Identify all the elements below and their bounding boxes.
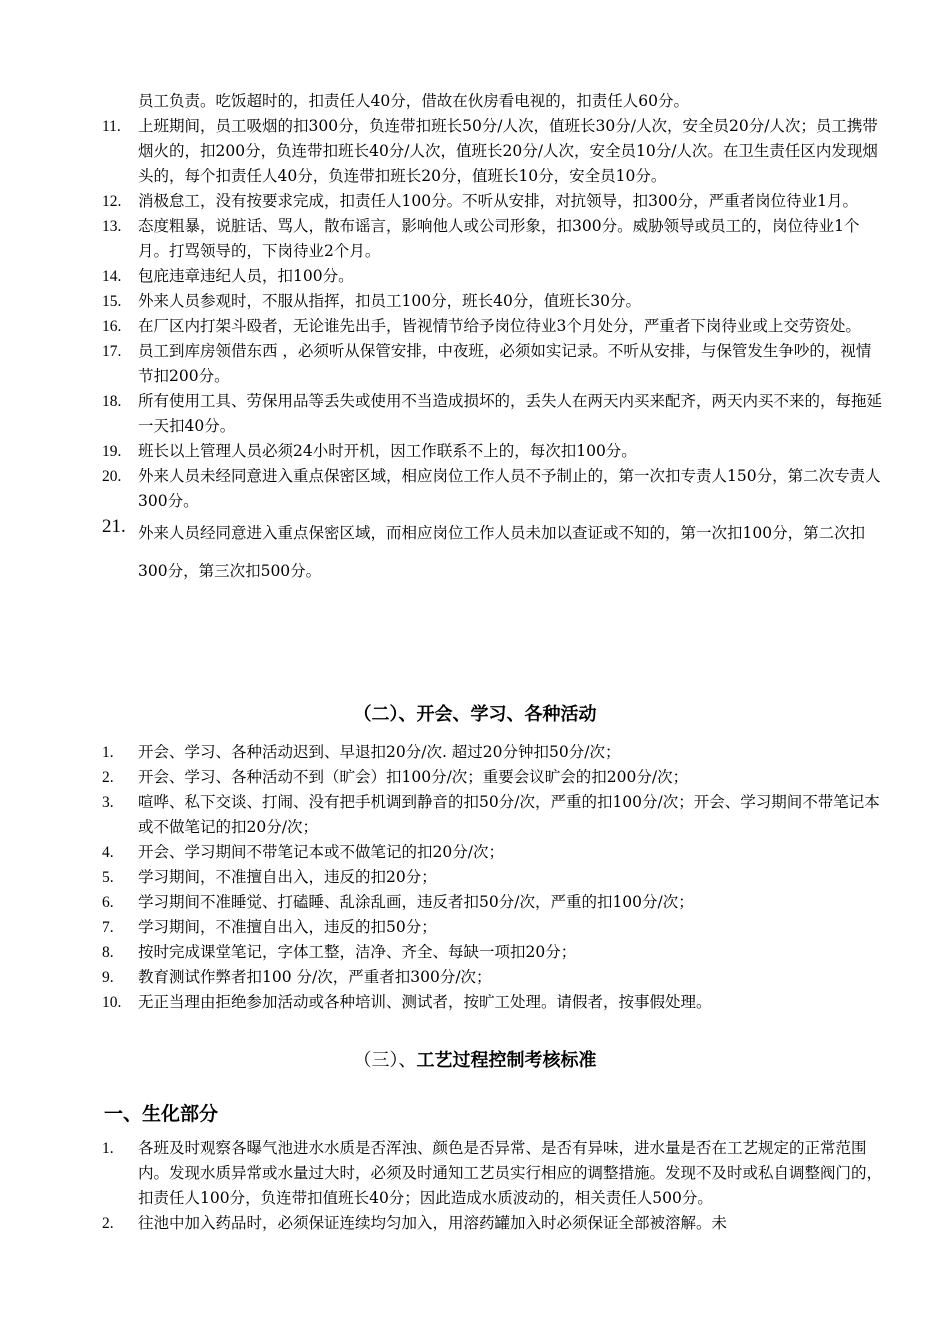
item-number: 1. — [102, 744, 114, 761]
list-item — [102, 189, 882, 214]
item-number: 11. — [102, 118, 121, 135]
item-text: 班长以上管理人员必须24小时开机，因工作联系不上的，每次扣100分。 — [138, 442, 637, 460]
item-text: 员工到库房领借东西 ，必须听从保管安排，中夜班，必须如实记录。不听从安排，与保管发生争吵的，视情节扣200分。 — [138, 342, 872, 385]
section-heading-main: 工艺过程控制考核标准 — [416, 1050, 597, 1071]
item-number: 16. — [102, 318, 122, 335]
list-item — [102, 264, 882, 289]
item-number: 18. — [102, 393, 122, 410]
item-number: 5. — [102, 869, 114, 886]
list-item — [102, 890, 882, 915]
rules-list-meetings — [102, 740, 882, 1015]
continuation-text: 员工负责。吃饭超时的，扣责任人40分，借故在伙房看电视的，扣责任人60分。 — [138, 92, 689, 110]
item-number: 9. — [102, 969, 114, 986]
item-number: 2. — [102, 769, 114, 786]
list-item — [102, 840, 882, 865]
item-text: 按时完成课堂笔记，字体工整，洁净、齐全、每缺一项扣20分； — [138, 943, 577, 961]
rules-list-general — [102, 114, 882, 590]
list-item — [102, 339, 882, 389]
list-item — [102, 289, 882, 314]
item-text: 包庇违章违纪人员，扣100分。 — [138, 267, 354, 285]
item-text: 上班期间，员工吸烟的扣300分，负连带扣班长50分/人次，值班长30分/人次，安全员20分/人次；员工携带烟火的，扣200分，负连带扣班长40分/人次，值班长20分/人次，安全员10分/人次。在卫生责任区内发现烟头的，每个扣责任人40分，负连带扣班长20分，值班长10分，安全员10分。 — [138, 117, 878, 185]
list-item — [102, 464, 882, 514]
section-heading-prefix: （三）、 — [353, 1050, 417, 1071]
list-item — [102, 389, 882, 439]
item-text: 外来人员经同意进入重点保密区域，而相应岗位工作人员未加以查证或不知的，第一次扣100分，第二次扣300分，第三次扣500分。 — [138, 524, 866, 580]
item-text: 开会、学习、各种活动不到（旷会）扣100分/次；重要会议旷会的扣200分/次； — [138, 768, 689, 786]
section-heading-process-control — [0, 1048, 950, 1074]
item-text: 往池中加入药品时，必须保证连续均匀加入，用溶药罐加入时必须保证全部被溶解。未 — [138, 1214, 728, 1232]
item-text: 学习期间不准睡觉、打磕睡、乱涂乱画，违反者扣50分/次，严重的扣100分/次； — [138, 893, 694, 911]
item-number: 21. — [102, 516, 126, 537]
item-text: 外来人员未经同意进入重点保密区域，相应岗位工作人员不予制止的，第一次扣专责人150分，第二次专责人300分。 — [138, 467, 881, 510]
list-item — [102, 965, 882, 990]
list-item — [102, 915, 882, 940]
list-item — [102, 439, 882, 464]
rules-list-biochem — [102, 1136, 882, 1236]
list-item — [102, 1136, 882, 1211]
list-item — [102, 865, 882, 890]
item-number: 12. — [102, 193, 122, 210]
item-number: 1. — [102, 1140, 114, 1157]
list-item — [102, 940, 882, 965]
list-item — [102, 314, 882, 339]
item-number: 15. — [102, 293, 122, 310]
item-text: 开会、学习、各种活动迟到、早退扣20分/次. 超过20分钟扣50分/次； — [138, 743, 621, 761]
item-text: 喧哗、私下交谈、打闹、没有把手机调到静音的扣50分/次，严重的扣100分/次；开会、学习期间不带笔记本或不做笔记的扣20分/次； — [138, 793, 880, 836]
item-text: 学习期间，不准擅自出入，违反的扣20分； — [138, 868, 437, 886]
item-text: 外来人员参观时，不服从指挥，扣员工100分，班长40分，值班长30分。 — [138, 292, 642, 310]
item-number: 17. — [102, 343, 122, 360]
list-item — [102, 790, 882, 840]
item-text: 开会、学习期间不带笔记本或不做笔记的扣20分/次； — [138, 843, 504, 861]
list-item — [102, 740, 882, 765]
item-number: 2. — [102, 1215, 114, 1232]
item-text: 消极怠工，没有按要求完成，扣责任人100分。不听从安排，对抗领导，扣300分，严重者岗位待业1月。 — [138, 192, 859, 210]
item-number: 3. — [102, 794, 114, 811]
item-text: 所有使用工具、劳保用品等丢失或使用不当造成损坏的，丢失人在两天内买来配齐，两天内买不来的，每拖延一天扣40分。 — [138, 392, 883, 435]
subsection-heading-biochem: 一、生化部分 — [104, 1103, 219, 1125]
item-number: 4. — [102, 844, 114, 861]
list-item — [102, 765, 882, 790]
list-item — [102, 1211, 882, 1236]
section-heading-meetings: （二）、开会、学习、各种活动 — [353, 704, 597, 725]
item-text: 在厂区内打架斗殴者，无论谁先出手，皆视情节给予岗位待业3个月处分，严重者下岗待业或上交劳资处。 — [138, 317, 861, 335]
item-text: 态度粗暴，说脏话、骂人，散布谣言，影响他人或公司形象，扣300分。威胁领导或员工的，岗位待业1个月。打骂领导的，下岗待业2个月。 — [138, 217, 860, 260]
item-number: 14. — [102, 268, 122, 285]
item-number: 13. — [102, 218, 122, 235]
list-item — [102, 114, 882, 189]
item-number: 20. — [102, 468, 122, 485]
item-number: 19. — [102, 443, 122, 460]
item-text: 教育测试作弊者扣100 分/次，严重者扣300分/次； — [138, 968, 492, 986]
item-text: 各班及时观察各曝气池进水水质是否浑浊、颜色是否异常、是否有异味，进水量是否在工艺规定的正常范围内。发现水质异常或水量过大时，必须及时通知工艺员实行相应的调整措施。发现不及时或私自调整阀门的，扣责任人100分，负连带扣值班长40分；因此造成水质波动的，相关责任人500分。 — [138, 1139, 883, 1207]
item-text: 无正当理由拒绝参加活动或各种培训、测试者，按旷工处理。请假者，按事假处理。 — [138, 993, 712, 1011]
item-number: 10. — [102, 994, 122, 1011]
item-text: 学习期间，不准擅自出入，违反的扣50分； — [138, 918, 437, 936]
item-number: 7. — [102, 919, 114, 936]
list-item — [102, 214, 882, 264]
list-item — [102, 514, 882, 590]
list-item — [102, 990, 882, 1015]
item-number: 8. — [102, 944, 114, 961]
item-number: 6. — [102, 894, 114, 911]
